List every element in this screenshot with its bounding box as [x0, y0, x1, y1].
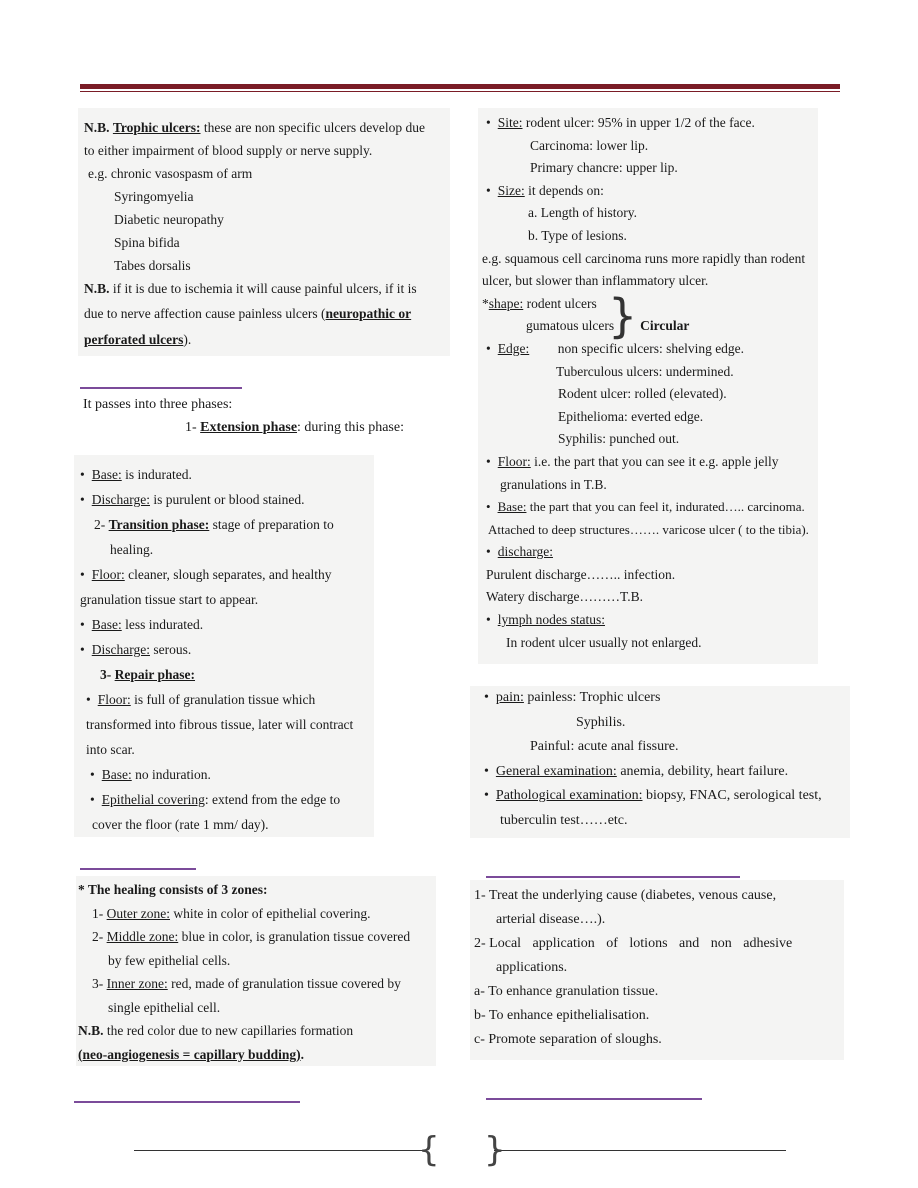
treatment-text: Treat the underlying cause (diabetes, venous cause,: [488, 888, 777, 903]
example-item: Tabes dorsalis: [114, 258, 191, 273]
base-text-2: Attached to deep structures……. varicose ulcer ( to the tibia).: [488, 521, 809, 537]
phase-title: Repair phase:: [114, 667, 196, 682]
pain-line: Painful: acute anal fissure.: [530, 739, 679, 754]
example-text-2: ulcer, but slower than inflammatory ulcer.: [482, 273, 709, 289]
nb-end: ).: [183, 332, 192, 347]
floor-label: Floor:: [97, 692, 131, 707]
phases-details: [80, 462, 370, 837]
healing-section: [78, 878, 434, 1066]
treatment-sub-item: a- To enhance granulation tissue.: [474, 984, 659, 999]
base-label: Base:: [91, 617, 122, 632]
edge-label: Edge:: [497, 340, 530, 356]
zone-label: Inner zone:: [106, 976, 168, 991]
site-text: rodent ulcer: 95% in upper 1/2 of the face.: [522, 115, 755, 130]
size-item: b. Type of lesions.: [528, 227, 627, 243]
phase-number: 1-: [185, 420, 201, 435]
epithelial-text-2: cover the floor (rate 1 mm/ day).: [92, 817, 269, 832]
phase-title: Transition phase:: [108, 517, 210, 532]
phase-number: 2-: [94, 517, 109, 532]
treatment-sub-item: c- Promote separation of sloughs.: [474, 1032, 662, 1047]
example-item: Syringomyelia: [114, 189, 194, 204]
base-text: less indurated.: [121, 617, 204, 632]
floor-text: cleaner, slough separates, and healthy: [124, 567, 332, 582]
phase-text: : during this phase:: [297, 420, 404, 435]
treatment-number: 2-: [474, 936, 490, 951]
section-rule: [80, 868, 196, 870]
edge-line: Rodent ulcer: rolled (elevated).: [558, 386, 727, 402]
nb-bold-2: perforated ulcers: [84, 332, 184, 347]
trophic-text-2: to either impairment of blood supply or nerve supply.: [84, 143, 373, 158]
pathological-exam-label: Pathological examination:: [495, 788, 643, 803]
base-text: no induration.: [131, 767, 211, 782]
treatment-text-2: applications.: [496, 960, 568, 975]
nb-label: N.B.: [84, 281, 110, 296]
discharge-line: Watery discharge………T.B.: [486, 589, 643, 605]
healing-title: * The healing consists of 3 zones:: [78, 882, 268, 897]
base-text: is indurated.: [121, 467, 192, 482]
edge-line: Syphilis: punched out.: [558, 431, 680, 447]
section-rule: [74, 1101, 300, 1103]
pain-line: Syphilis.: [576, 714, 626, 730]
site-label: Site:: [497, 115, 523, 130]
treatment-number: 1-: [474, 888, 489, 903]
floor-label: Floor:: [497, 453, 531, 469]
phase-number: 3-: [100, 667, 115, 682]
edge-line: non specific ulcers: shelving edge.: [557, 340, 745, 356]
floor-text-2: granulation tissue start to appear.: [80, 592, 259, 607]
nb-text: if it is due to ischemia it will cause painful ulcers, if it is: [109, 281, 417, 296]
floor-text-2: granulations in T.B.: [500, 476, 607, 492]
site-line: Primary chancre: upper lip.: [530, 160, 678, 176]
pathological-exam-text: biopsy, FNAC, serological test,: [642, 788, 822, 803]
floor-text-3: into scar.: [86, 742, 135, 757]
example-item: Diabetic neuropathy: [114, 212, 224, 227]
zone-number: 1-: [92, 905, 107, 921]
top-rule-thin: [80, 91, 840, 92]
discharge-line: Purulent discharge…….. infection.: [486, 566, 676, 582]
base-label: Base:: [497, 499, 527, 515]
phase-text: stage of preparation to: [209, 517, 334, 532]
shape-text-2: gumatous ulcers: [526, 318, 615, 334]
zone-label: Outer zone:: [106, 905, 170, 921]
floor-text: is full of granulation tissue which: [130, 692, 316, 707]
general-exam-text: anemia, debility, heart failure.: [616, 763, 789, 779]
floor-text: i.e. the part that you can see it e.g. apple jelly: [530, 453, 779, 469]
footer-rule-right: [494, 1150, 786, 1151]
discharge-text: is purulent or blood stained.: [149, 492, 305, 507]
epithelial-text: : extend from the edge to: [204, 792, 341, 807]
treatment-section: [474, 884, 840, 1052]
size-item: a. Length of history.: [528, 205, 637, 221]
lymph-label: lymph nodes status:: [497, 612, 605, 628]
epithelial-label: Epithelial covering: [101, 792, 205, 807]
size-label: Size:: [497, 182, 525, 198]
treatment-text: Local application of lotions and non adhesive: [489, 936, 793, 951]
trophic-heading: Trophic ulcers:: [112, 120, 201, 135]
example-text: e.g. squamous cell carcinoma runs more rapidly than rodent: [482, 250, 806, 266]
floor-text-2: transformed into fibrous tissue, later will contract: [86, 717, 354, 732]
nb-bold: neuropathic or: [325, 306, 412, 321]
section-rule: [486, 1098, 702, 1100]
treatment-text-2: arterial disease….).: [496, 912, 606, 927]
pain-text: painless: Trophic ulcers: [523, 690, 661, 705]
section-rule: [486, 876, 740, 878]
shape-text: rodent ulcers: [523, 295, 597, 311]
trophic-example-intro: e.g. chronic vasospasm of arm: [88, 166, 253, 181]
example-item: Spina bifida: [114, 235, 180, 250]
zone-text: red, made of granulation tissue covered by: [167, 976, 401, 991]
phase-text-2: healing.: [110, 542, 154, 557]
lymph-text: In rodent ulcer usually not enlarged.: [506, 634, 702, 650]
discharge-label: Discharge:: [91, 642, 150, 657]
discharge-text: serous.: [149, 642, 192, 657]
trophic-text: these are non specific ulcers develop due: [200, 120, 426, 135]
trophic-section: [84, 116, 446, 351]
floor-label: Floor:: [91, 567, 125, 582]
phases-section: [83, 393, 443, 439]
base-label: Base:: [101, 767, 132, 782]
section-rule: [80, 387, 242, 389]
discharge-label: Discharge:: [91, 492, 150, 507]
edge-line: Tuberculous ulcers: undermined.: [556, 363, 734, 379]
pathological-exam-text-2: tuberculin test……etc.: [500, 812, 628, 828]
nb-text: the red color due to new capillaries formation: [103, 1023, 354, 1038]
site-line: Carcinoma: lower lip.: [530, 137, 649, 153]
base-label: Base:: [91, 467, 122, 482]
nb-bold: (neo-angiogenesis = capillary budding): [78, 1046, 301, 1062]
top-rule: [80, 84, 840, 89]
zone-label: Middle zone:: [106, 929, 179, 944]
nb-end: .: [300, 1046, 304, 1062]
shape-star: *: [482, 295, 489, 311]
pain-section: [484, 686, 846, 833]
size-text: it depends on:: [524, 182, 604, 198]
general-exam-label: General examination:: [495, 763, 617, 779]
zone-number: 2-: [92, 929, 107, 944]
nb-label: N.B.: [84, 120, 110, 135]
phases-intro: It passes into three phases:: [83, 397, 233, 412]
nb-text-2: due to nerve affection cause painless ulcers (: [84, 306, 326, 321]
base-text: the part that you can feel it, indurated….. carcinoma.: [526, 499, 805, 515]
footer-open-brace: {: [418, 1130, 440, 1170]
zone-text: white in color of epithelial covering.: [169, 905, 371, 921]
footer-close-brace: }: [484, 1130, 506, 1170]
footer-rule-left: [134, 1150, 426, 1151]
treatment-sub-item: b- To enhance epithelialisation.: [474, 1008, 650, 1023]
edge-line: Epithelioma: everted edge.: [558, 408, 704, 424]
zone-text-2: by few epithelial cells.: [108, 952, 231, 968]
shape-brace-icon: }: [608, 289, 638, 343]
examination-section: [484, 112, 818, 654]
pain-label: pain:: [495, 690, 524, 705]
zone-text-2: single epithelial cell.: [108, 999, 221, 1015]
zone-number: 3-: [92, 976, 107, 991]
phase-title: Extension phase: [200, 420, 298, 435]
discharge-label: discharge:: [497, 544, 553, 560]
zone-text: blue in color, is granulation tissue covered: [178, 929, 411, 944]
nb-label: N.B.: [78, 1023, 104, 1038]
shape-circular: Circular: [640, 318, 690, 334]
shape-label: shape:: [488, 295, 524, 311]
